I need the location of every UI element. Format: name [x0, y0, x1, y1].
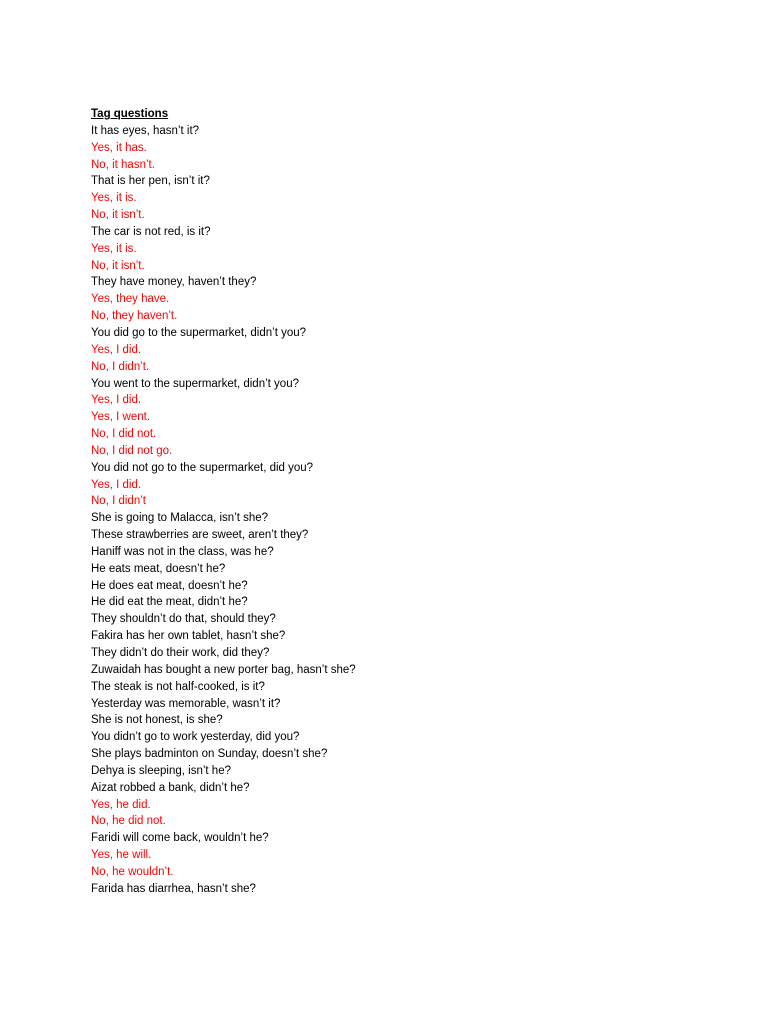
question-line: You didn’t go to work yesterday, did you? — [91, 731, 300, 744]
question-line: Fakira has her own tablet, hasn’t she? — [91, 630, 286, 643]
answer-line: No, they haven’t. — [91, 310, 178, 323]
question-line: She is going to Malacca, isn’t she? — [91, 512, 269, 525]
question-line: They didn’t do their work, did they? — [91, 647, 270, 659]
question-line: You did not go to the supermarket, did you? — [91, 461, 314, 474]
answer-line: No, it hasn’t. — [91, 158, 155, 171]
question-line: Farida has diarrhea, hasn’t she? — [91, 882, 256, 895]
answer-line: No, he wouldn’t. — [91, 865, 174, 878]
question-line: Faridi will come back, wouldn’t he? — [91, 832, 269, 845]
answer-line: No, I did not go. — [91, 444, 173, 457]
question-line: It has eyes, hasn’t it? — [91, 124, 200, 137]
answer-line: Yes, he will. — [91, 849, 152, 862]
answer-line: Yes, it has. — [91, 141, 147, 154]
document-title: Tag questions — [91, 108, 169, 120]
answer-line: Yes, they have. — [91, 293, 170, 306]
question-line: You did go to the supermarket, didn’t you? — [91, 326, 307, 339]
question-line: That is her pen, isn’t it? — [91, 175, 210, 188]
answer-line: Yes, he did. — [91, 798, 151, 811]
question-line: These strawberries are sweet, aren’t they? — [91, 529, 309, 542]
answer-line: No, I did not. — [91, 428, 157, 441]
answer-line: No, it isn’t. — [91, 209, 145, 222]
answer-line: Yes, I did. — [91, 478, 142, 491]
question-line: She plays badminton on Sunday, doesn’t she? — [91, 748, 328, 761]
question-line: Zuwaidah has bought a new porter bag, hasn’t she? — [91, 663, 356, 676]
answer-line: Yes, I went. — [91, 411, 151, 424]
answer-line: No, I didn’t — [91, 495, 146, 508]
answer-line: Yes, I did. — [91, 343, 142, 356]
question-line: They have money, haven’t they? — [91, 276, 257, 289]
answer-line: No, I didn’t. — [91, 360, 150, 373]
answer-line: Yes, it is. — [91, 242, 137, 255]
answer-line: Yes, it is. — [91, 192, 137, 205]
question-line: He eats meat, doesn’t he? — [91, 562, 226, 575]
document-body — [91, 106, 711, 898]
question-line: Haniff was not in the class, was he? — [91, 545, 274, 558]
question-line: Dehya is sleeping, isn’t he? — [91, 764, 231, 777]
question-line: He does eat meat, doesn’t he? — [91, 579, 248, 592]
question-line: She is not honest, is she? — [91, 714, 223, 727]
question-line: They shouldn’t do that, should they? — [91, 613, 276, 626]
question-line: Aizat robbed a bank, didn’t he? — [91, 781, 250, 794]
question-line: Yesterday was memorable, wasn’t it? — [91, 697, 281, 710]
question-line: The steak is not half-cooked, is it? — [91, 680, 265, 693]
answer-line: No, he did not. — [91, 815, 166, 828]
question-line: The car is not red, is it? — [91, 225, 211, 238]
question-line: He did eat the meat, didn’t he? — [91, 596, 248, 609]
question-answer-list — [91, 123, 711, 898]
question-line: You went to the supermarket, didn’t you? — [91, 377, 299, 390]
answer-line: No, it isn’t. — [91, 259, 145, 272]
answer-line: Yes, I did. — [91, 394, 142, 407]
